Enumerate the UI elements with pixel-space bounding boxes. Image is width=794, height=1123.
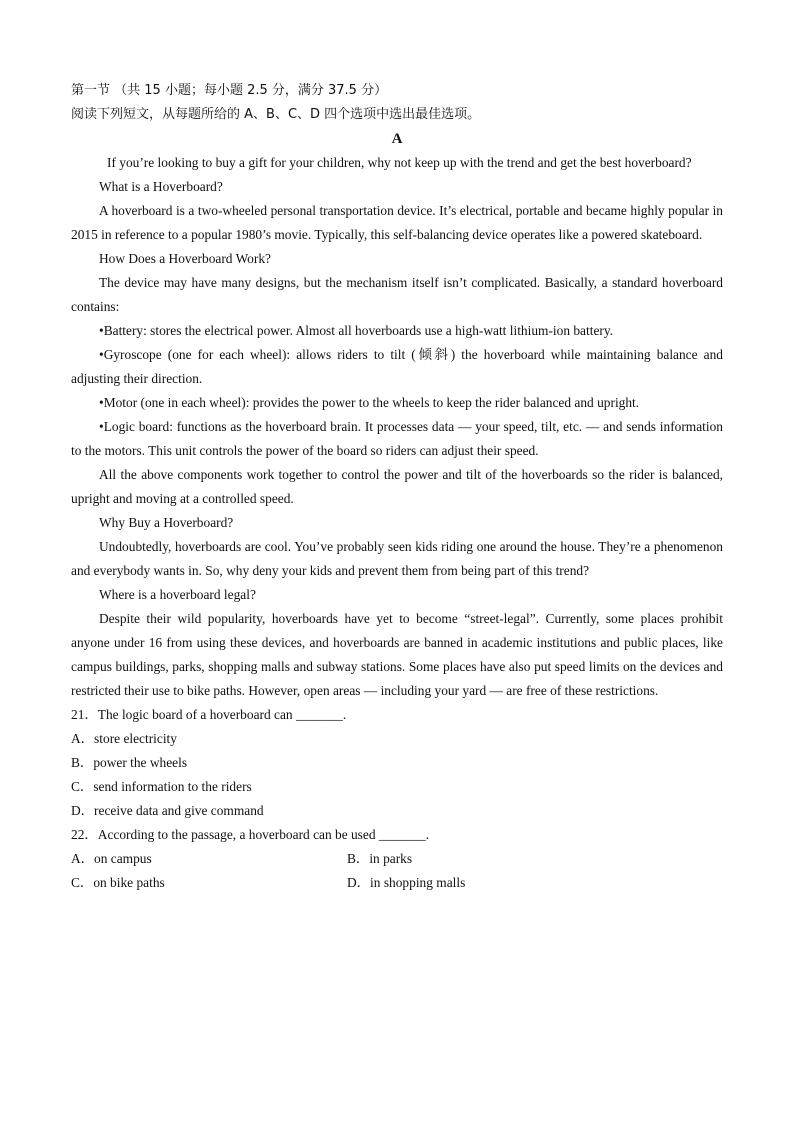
question-22-option-c[interactable]: C．on bike paths — [71, 875, 165, 890]
section-instruction: 阅读下列短文，从每题所给的 A、B、C、D 四个选项中选出最佳选项。 — [71, 107, 481, 122]
section-heading: 第一节 （共 15 小题；每小题 2.5 分，满分 37.5 分） — [71, 83, 388, 98]
passage-label: A — [391, 131, 403, 147]
question-22-options-row-2 — [71, 871, 723, 895]
paragraph-definition: A hoverboard is a two-wheeled personal transportation device. It’s electrical, portable and became highly popular in 2015 in reference to a popular 1980’s movie. Typically, this self-balancing device operates like a powered skateboard. — [71, 203, 723, 242]
question-21-option-b[interactable]: B．power the wheels — [71, 755, 188, 770]
subheading-what: What is a Hoverboard? — [99, 179, 223, 194]
question-21-option-a[interactable]: A．store electricity — [71, 731, 177, 746]
paragraph-components: All the above components work together to control the power and tilt of the hoverboards so the rider is balanced, upright and moving at a controlled speed. — [71, 467, 723, 506]
question-22-options-row-1 — [71, 847, 723, 871]
bullet-motor: •Motor (one in each wheel): provides the power to the wheels to keep the rider balanced and upright. — [99, 395, 640, 410]
paragraph-legal: Despite their wild popularity, hoverboards have yet to become “street-legal”. Currently, some places prohibit anyone under 16 from using these devices, and hoverboards are banned in academic institutions and public places, like campus buildings, parks, shopping malls and subway stations. Some places have also put speed limits on the devices and restricted their use to bike paths. However, open areas — including your yard — are free of these restrictions. — [71, 611, 723, 698]
question-22-stem: 22．According to the passage, a hoverboard can be used _______. — [71, 827, 430, 842]
bullet-battery: •Battery: stores the electrical power. Almost all hoverboards use a high-watt lithium-ion battery. — [99, 323, 614, 338]
exam-page — [71, 79, 723, 895]
subheading-how: How Does a Hoverboard Work? — [99, 251, 271, 266]
bullet-logic-board: •Logic board: functions as the hoverboard brain. It processes data — your speed, tilt, etc. — and sends information to the motors. This unit controls the power of the board so riders can adjust their speed. — [71, 419, 723, 458]
question-22-option-d[interactable]: D．in shopping malls — [347, 875, 466, 890]
question-22-option-a[interactable]: A．on campus — [71, 851, 152, 866]
paragraph-mechanism: The device may have many designs, but the mechanism itself isn’t complicated. Basically, a standard hoverboard contains: — [71, 275, 723, 314]
subheading-where: Where is a hoverboard legal? — [99, 587, 256, 602]
passage-intro: If you’re looking to buy a gift for your children, why not keep up with the trend and get the best hoverboard? — [107, 155, 692, 170]
question-21-option-c[interactable]: C．send information to the riders — [71, 779, 252, 794]
question-21-option-d[interactable]: D．receive data and give command — [71, 803, 264, 818]
question-22-option-b[interactable]: B．in parks — [347, 851, 413, 866]
question-21-stem: 21．The logic board of a hoverboard can _______. — [71, 707, 347, 722]
bullet-gyroscope: •Gyroscope (one for each wheel): allows riders to tilt (倾斜) the hoverboard while maintaining balance and adjusting their direction. — [71, 347, 723, 386]
subheading-why: Why Buy a Hoverboard? — [99, 515, 234, 530]
paragraph-why: Undoubtedly, hoverboards are cool. You’ve probably seen kids riding one around the house. They’re a phenomenon and everybody wants in. So, why deny your kids and prevent them from being part of this trend? — [71, 539, 723, 578]
